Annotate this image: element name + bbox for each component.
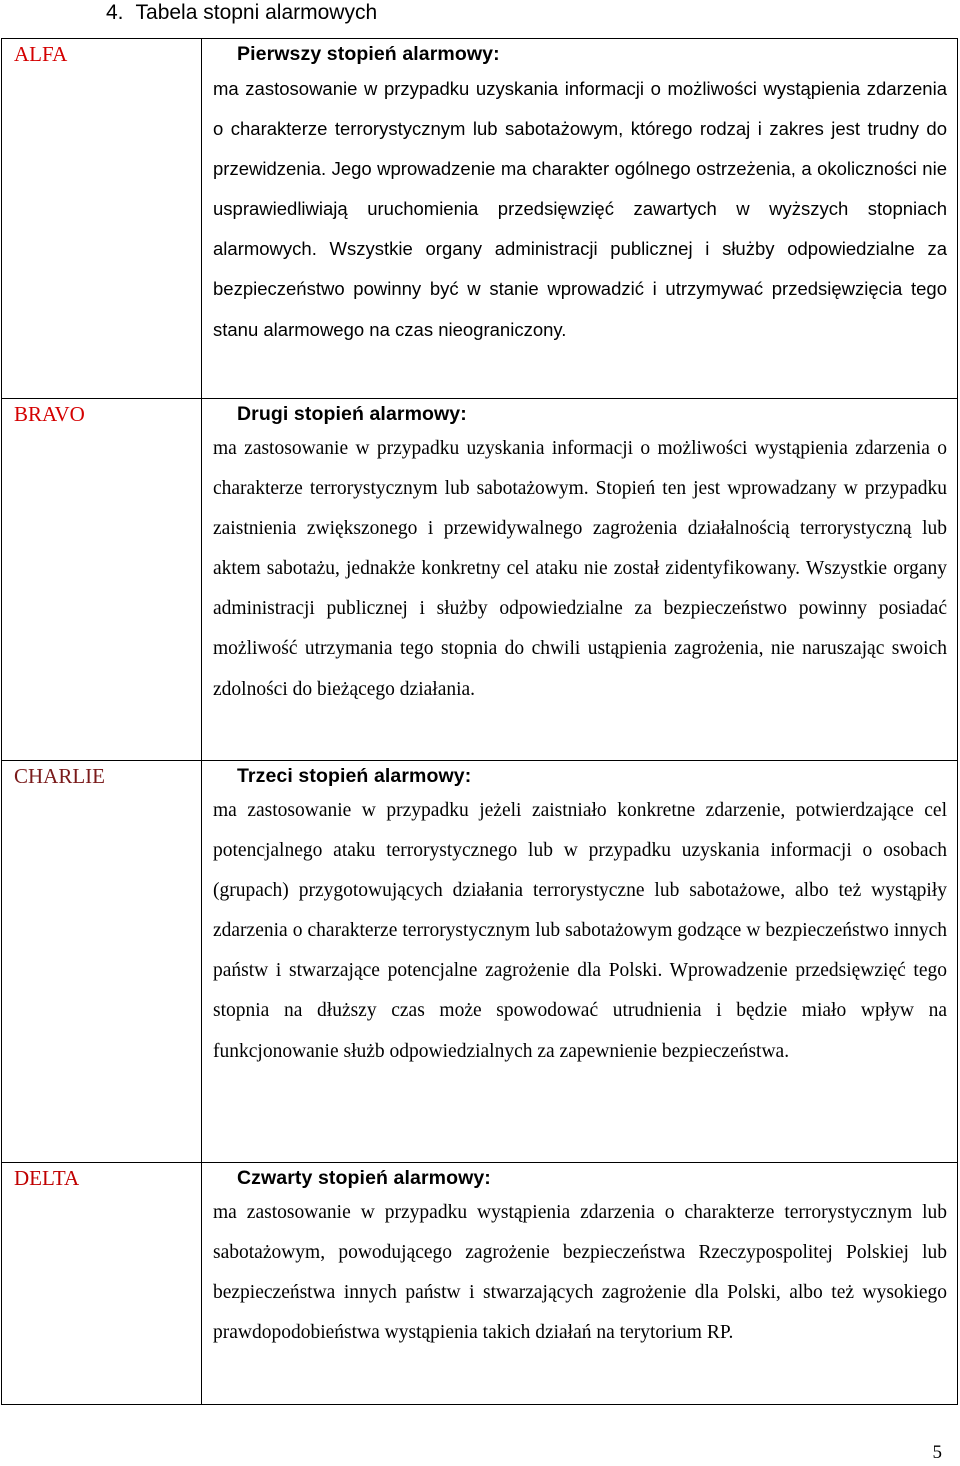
page-number: 5 (932, 1442, 942, 1463)
section-title: Tabela stopni alarmowych (135, 1, 378, 24)
level-description-cell (202, 399, 958, 761)
level-name-cell (2, 1163, 202, 1405)
level-text-delta: ma zastosowanie w przypadku wystąpienia zdarzenia o charakterze terrorystycznym lub sabotażowym, powodującego zagrożenie bezpieczeństwa Rzeczypospolitej Polskiej lub bezpieczeństwa innych państw i stwarzających zagrożenie dla Polski, albo też wysokiego prawdopodobieństwa wystąpienia takich działań na terytorium RP. (213, 1202, 947, 1344)
level-text-charlie: ma zastosowanie w przypadku jeżeli zaistniało konkretne zdarzenie, potwierdzające cel potencjalnego ataku terrorystycznego lub w przypadku uzyskania informacji o osobach (grupach) przygotowujących działania terrorystyczne lub sabotażowe, albo też wystąpiły zdarzenia o charakterze terrorystycznym lub sabotażowym godzące w bezpieczeństwo innych państw i stwarzające potencjalne zagrożenie dla Polski. Wprowadzenie przedsięwzięć tego stopnia na dłuższy czas może spowodować utrudnienia i będzie miało wpływ na funkcjonowanie służb odpowiedzialnych za zapewnienie bezpieczeństwa. (213, 800, 947, 1062)
table-row-alfa (2, 39, 958, 399)
level-description-cell (202, 761, 958, 1163)
table-row-delta (2, 1163, 958, 1405)
level-title-alfa: Pierwszy stopień alarmowy: (237, 43, 500, 65)
level-name-cell (2, 761, 202, 1163)
level-description-cell (202, 39, 958, 399)
level-name-bravo: BRAVO (14, 402, 85, 426)
section-number: 4. (106, 1, 124, 24)
level-text-alfa: ma zastosowanie w przypadku uzyskania informacji o możliwości wystąpienia zdarzenia o charakterze terrorystycznym lub sabotażowym, którego rodzaj i zakres jest trudny do przewidzenia. Jego wprowadzenie ma charakter ogólnego ostrzeżenia, a okoliczności nie usprawiedliwiają uruchomienia przedsięwzięć zawartych w wyższych stopniach alarmowych. Wszystkie organy administracji publicznej i służby odpowiedzialne za bezpieczeństwo powinny być w stanie wprowadzić i utrzymywać przedsięwzięcia tego stanu alarmowego na czas nieograniczony. (213, 78, 947, 340)
level-text-bravo: ma zastosowanie w przypadku uzyskania informacji o możliwości wystąpienia zdarzenia o charakterze terrorystycznym lub sabotażowym. Stopień ten jest wprowadzany w przypadku zaistnienia zwiększonego i przewidywalnego zagrożenia działalnością terrorystyczną lub aktem sabotażu, jednakże konkretny cel ataku nie został zidentyfikowany. Wszystkie organy administracji publicznej i służby odpowiedzialne za bezpieczeństwo powinny posiadać możliwość utrzymania tego stopnia do chwili ustąpienia zagrożenia, nie naruszając swoich zdolności do bieżącego działania. (213, 438, 947, 700)
level-title-charlie: Trzeci stopień alarmowy: (237, 765, 472, 787)
table-row-bravo (2, 399, 958, 761)
level-name-cell (2, 39, 202, 399)
level-name-cell (2, 399, 202, 761)
level-title-delta: Czwarty stopień alarmowy: (237, 1167, 491, 1189)
level-name-delta: DELTA (14, 1166, 80, 1190)
level-title-bravo: Drugi stopień alarmowy: (237, 403, 467, 425)
level-name-charlie: CHARLIE (14, 764, 105, 788)
alert-levels-table (1, 38, 958, 1405)
level-description-cell (202, 1163, 958, 1405)
table-row-charlie (2, 761, 958, 1163)
section-heading (106, 0, 377, 26)
level-name-alfa: ALFA (14, 42, 68, 66)
